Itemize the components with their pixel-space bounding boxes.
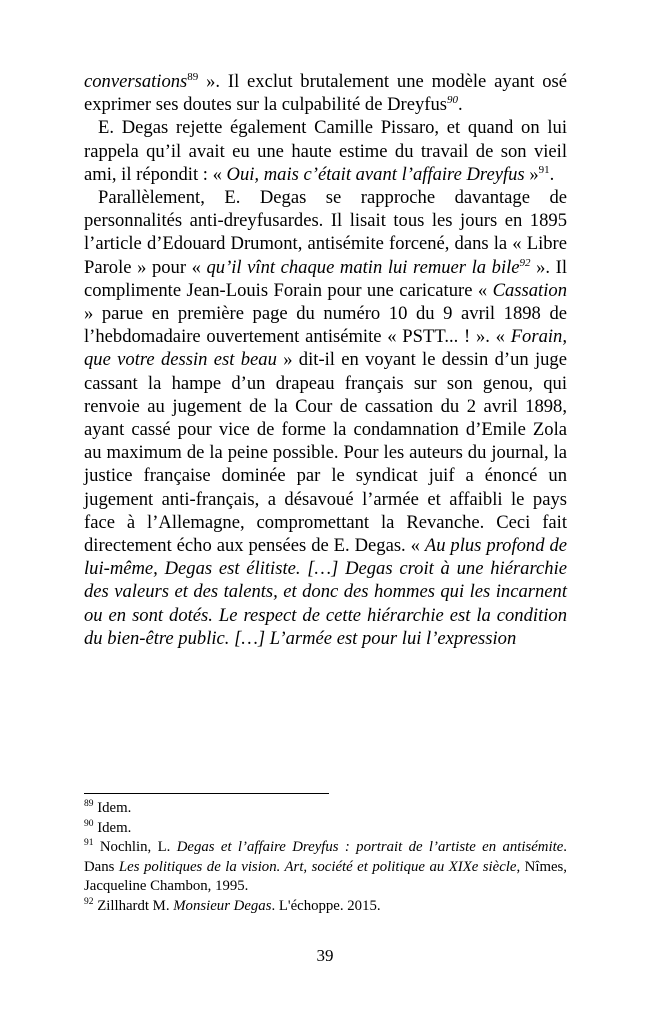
footnote-reference: 92 <box>84 897 94 908</box>
footnote-reference: 91 <box>538 163 550 176</box>
footnotes <box>84 799 567 917</box>
text-run: , Nîmes, Jacqueline Chambon, 1995. <box>84 858 567 895</box>
paragraph <box>84 186 567 650</box>
italic-text: qu’il vînt chaque matin lui remuer la bile <box>206 256 520 278</box>
italic-text: Oui, mais c’était avant l’affaire Dreyfus <box>226 163 525 185</box>
page-number: 39 <box>316 946 334 965</box>
footnote <box>84 799 567 819</box>
text-run: . L'échoppe. 2015. <box>271 897 381 914</box>
footnote-reference: 89 <box>84 799 94 810</box>
italic-text: conversations <box>84 71 188 92</box>
text-run: » parue en première page du numéro 10 du 9 avril 1898 de l’hebdomadaire ouvertement antisémite « PSTT... ! ». « <box>84 303 567 348</box>
italic-text: Monsieur Degas <box>173 897 272 914</box>
footnote-reference: 91 <box>84 838 94 849</box>
italic-text: Les politiques de la vision. Art, société et politique au XIXe siècle <box>118 858 517 875</box>
italic-text: Forain, que votre dessin est beau <box>84 326 567 371</box>
text-run: E. Degas rejette également Camille Pissaro, et quand on lui rappela qu’il avait eu une haute estime du travail de son vieil ami, il répondit : « <box>84 117 567 185</box>
page-body <box>84 70 567 650</box>
text-run: . <box>458 94 463 116</box>
footnote-reference: 89 <box>187 70 199 83</box>
footnote <box>84 897 567 917</box>
paragraph <box>84 70 567 116</box>
text-run: Parallèlement, E. Degas se rapproche davantage de personnalités anti-dreyfusardes. Il lisait tous les jours en 1895 l’article d’Edouard Drumont, antisémite forcené, dans la « Libre Parole » pour « <box>84 187 567 278</box>
footnote-reference: 90 <box>84 818 94 829</box>
text-run: Zillhardt M. <box>93 897 174 914</box>
text-run: ». Il complimente Jean-Louis Forain pour une caricature « <box>84 256 567 301</box>
text-run: Idem. <box>93 819 132 836</box>
text-run: . Dans <box>84 839 567 875</box>
text-run: . <box>549 163 555 185</box>
text-run: » <box>524 163 539 185</box>
footnote <box>84 819 567 839</box>
footnote-reference: 90 <box>447 94 458 107</box>
text-run: Nochlin, L. <box>93 839 177 856</box>
text-run: ». Il exclut brutalement une modèle ayant osé exprimer ses doutes sur la culpabilité de Dreyfus <box>84 71 567 116</box>
main-text <box>84 70 567 650</box>
paragraph <box>84 116 567 186</box>
text-run: » dit-il en voyant le dessin d’un juge cassant la hampe d’un drapeau français sur son genou, qui renvoie au jugement de la Cour de cassation du 2 avril 1898, ayant cassé pour vice de forme la condamnation d’Emile Zola au maximum de la peine possible. Pour les auteurs du journal, la justice française dominée par le syndicat juif a énoncé un jugement anti-français, a désavoué l’armée et affaibli le pays face à l’Allemagne, compromettant la Revanche. Ceci fait directement écho aux pensées de E. Degas. « <box>84 349 567 557</box>
footnote <box>84 838 567 897</box>
italic-text: Cassation <box>492 279 567 301</box>
footnote-reference: 92 <box>519 256 531 269</box>
italic-text: Au plus profond de lui-même, Degas est élitiste. […] Degas croit à une hiérarchie des valeurs et des talents, et donc des hommes qui les incarnent ou en sont dotés. Le respect de cette hiérarchie est la condition du bien-être public. […] L’armée est pour lui l’expression <box>84 535 567 649</box>
footnote-separator <box>84 793 329 794</box>
text-run: Idem. <box>93 800 132 816</box>
italic-text: Degas et l’affaire Dreyfus : portrait de l’artiste en antisémite <box>176 839 564 856</box>
